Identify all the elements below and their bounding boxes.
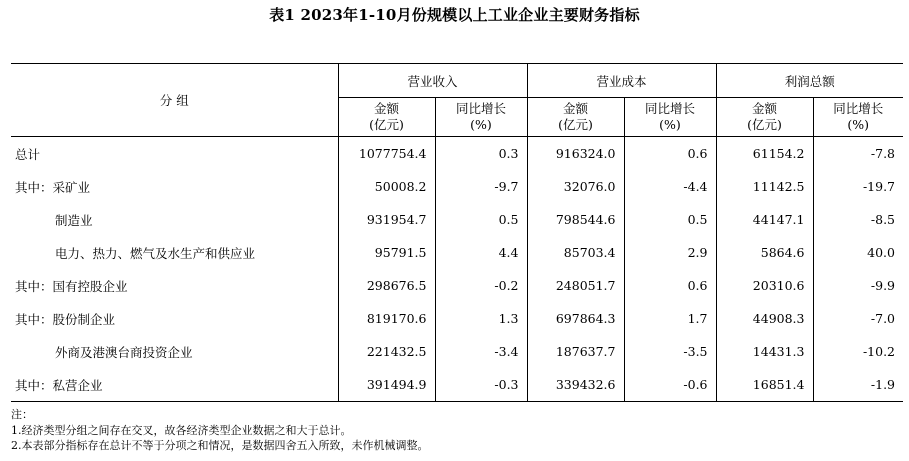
table-row	[11, 368, 903, 402]
table-row	[11, 236, 903, 269]
cell: -0.3	[435, 368, 527, 402]
cell: -3.4	[435, 335, 527, 368]
table-title: 表1 2023年1-10月份规模以上工业企业主要财务指标	[269, 6, 640, 24]
cell: 391494.9	[338, 368, 435, 402]
cell: 0.5	[624, 203, 716, 236]
revenue-header: 营业收入	[338, 64, 527, 98]
row-label: 其中：采矿业	[15, 179, 91, 195]
cell: 95791.5	[338, 236, 435, 269]
cell: 16851.4	[716, 368, 813, 402]
table-row	[11, 203, 903, 236]
cell: 50008.2	[338, 170, 435, 203]
profit-header: 利润总额	[716, 64, 903, 98]
row-label: 其中：私营企业	[15, 377, 103, 393]
cost-growth-header: 同比增长 (%)	[624, 98, 716, 137]
cell: 4.4	[435, 236, 527, 269]
table-body	[11, 137, 903, 402]
table-row	[11, 170, 903, 203]
cell: -8.5	[813, 203, 903, 236]
row-label: 总计	[15, 146, 41, 162]
cost-header: 营业成本	[527, 64, 716, 98]
cell: 248051.7	[527, 269, 624, 302]
group-header: 分 组	[11, 64, 338, 137]
table-notes	[11, 407, 429, 454]
cell: -3.5	[624, 335, 716, 368]
table-row	[11, 137, 903, 171]
row-label: 外商及港澳台商投资企业	[55, 344, 193, 360]
cell: -9.9	[813, 269, 903, 302]
cell: 2.9	[624, 236, 716, 269]
cell: 85703.4	[527, 236, 624, 269]
cell: 44908.3	[716, 302, 813, 335]
profit-growth-header: 同比增长 (%)	[813, 98, 903, 137]
financial-indicators-table	[11, 63, 903, 402]
cell: -7.8	[813, 137, 903, 171]
cell: 61154.2	[716, 137, 813, 171]
cell: 1077754.4	[338, 137, 435, 171]
row-label: 电力、热力、燃气及水生产和供应业	[55, 245, 256, 261]
cell: -19.7	[813, 170, 903, 203]
note-item: 1.经济类型分组之间存在交叉，故各经济类型企业数据之和大于总计。	[11, 423, 352, 437]
cell: -9.7	[435, 170, 527, 203]
cell: 339432.6	[527, 368, 624, 402]
table-row	[11, 302, 903, 335]
cell: 1.7	[624, 302, 716, 335]
cell: 798544.6	[527, 203, 624, 236]
table-row	[11, 269, 903, 302]
cell: 0.6	[624, 269, 716, 302]
cell: -0.6	[624, 368, 716, 402]
cell: 20310.6	[716, 269, 813, 302]
row-label: 制造业	[55, 212, 93, 228]
cost-amount-header: 金额 (亿元)	[527, 98, 624, 137]
cell: -1.9	[813, 368, 903, 402]
cell: 5864.6	[716, 236, 813, 269]
row-label: 其中：国有控股企业	[15, 278, 128, 294]
cell: 187637.7	[527, 335, 624, 368]
cell: 916324.0	[527, 137, 624, 171]
cell: -0.2	[435, 269, 527, 302]
table-row	[11, 335, 903, 368]
cell: -10.2	[813, 335, 903, 368]
note-item: 2.本表部分指标存在总计不等于分项之和情况，是数据四舍五入所致，未作机械调整。	[11, 439, 429, 452]
revenue-growth-header: 同比增长 (%)	[435, 98, 527, 137]
cell: 298676.5	[338, 269, 435, 302]
notes-heading: 注：	[11, 408, 33, 421]
cell: 697864.3	[527, 302, 624, 335]
cell: -7.0	[813, 302, 903, 335]
cell: 44147.1	[716, 203, 813, 236]
row-label: 其中：股份制企业	[15, 311, 116, 327]
cell: 221432.5	[338, 335, 435, 368]
cell: 0.3	[435, 137, 527, 171]
revenue-amount-header: 金额 (亿元)	[338, 98, 435, 137]
cell: 931954.7	[338, 203, 435, 236]
cell: 32076.0	[527, 170, 624, 203]
cell: -4.4	[624, 170, 716, 203]
cell: 0.5	[435, 203, 527, 236]
cell: 0.6	[624, 137, 716, 171]
cell: 1.3	[435, 302, 527, 335]
cell: 819170.6	[338, 302, 435, 335]
cell: 40.0	[813, 236, 903, 269]
cell: 11142.5	[716, 170, 813, 203]
profit-amount-header: 金额 (亿元)	[716, 98, 813, 137]
cell: 14431.3	[716, 335, 813, 368]
